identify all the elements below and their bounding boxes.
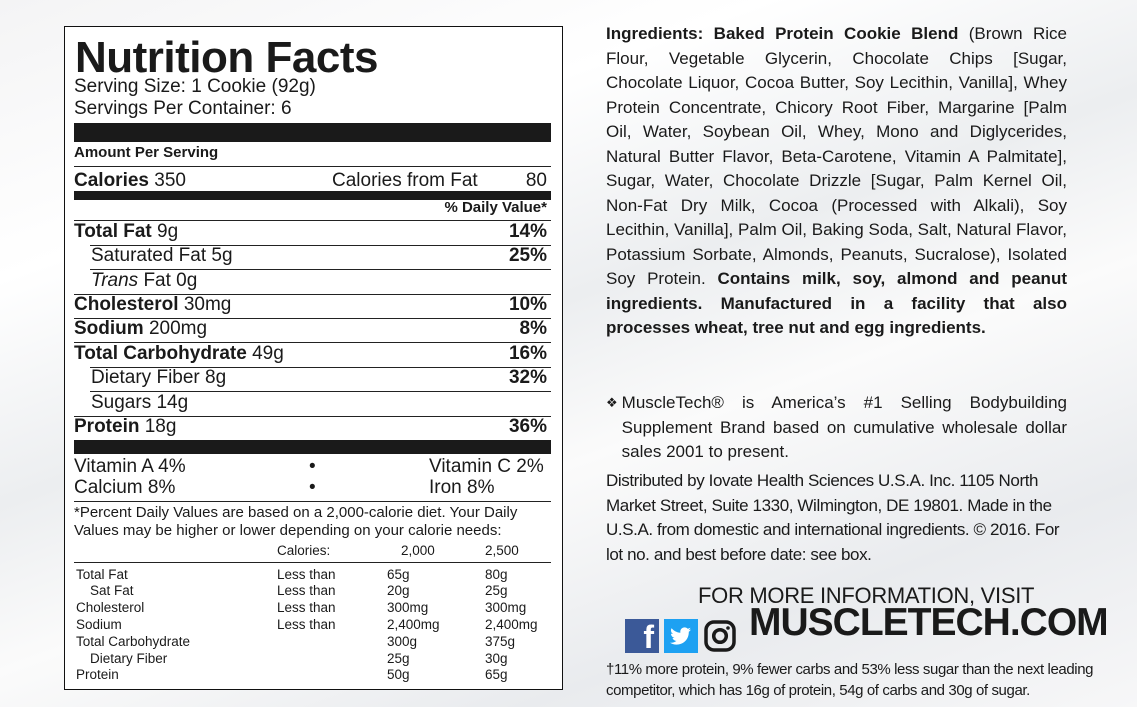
divider [74,166,551,167]
diamond-bullet-icon: ❖ [606,395,618,410]
dv-value-2000: 50g [387,667,410,682]
dv-nutrient: Dietary Fiber [90,651,168,666]
nutrient-percent: 8% [519,318,547,339]
twitter-icon[interactable] [664,619,698,653]
dv-header-2500: 2,500 [485,543,519,558]
dietary-fiber-row [91,367,226,389]
nutrient-percent: 36% [508,416,547,437]
nutrient-percent: 32% [508,367,547,388]
dv-nutrient: Total Fat [76,567,128,582]
trans-fat-row [91,270,197,292]
instagram-glyph [703,619,737,653]
more-info-heading: FOR MORE INFORMATION, VISIT [698,583,1035,608]
calories-row [74,170,186,192]
daily-value-header: % Daily Value* [444,199,547,216]
thick-divider [74,123,551,142]
nutrient-percent: 14% [508,221,547,242]
nutrition-facts-panel [64,26,563,690]
nutrient-label: Protein [74,416,140,437]
dv-qualifier: Less than [277,617,336,632]
vitamin-c: Vitamin C 2% [429,456,544,477]
calories-from-fat-label: Calories from Fat [332,170,478,191]
ingredients-text: (Brown Rice Flour, Vegetable Glycerin, Chocolate Chips [Sugar, Chocolate Liquor, Cocoa Butter, Soy Lecithin, Vanilla], Whey Protein Concentrate, Chicory Root Fiber, Margarine [Palm Oil, Water, Soybean Oil, Whey, Mono and Diglycerides, Natural Butter Flavor, Beta-Carotene, Vitamin A Palmitate], Sugar, Water, Chocolate Drizzle [Sugar, Palm Kernel Oil, Non-Fat Dry Milk, Cocoa (Processed with Alkali), Soy Lecithin, Vanilla], Palm Oil, Baking Soda, Salt, Natural Flavor, Potassium Sorbate, Almonds, Peanuts, Sucralose), Isolated Soy Protein. [606,24,1067,288]
nutrient-label: Sodium [74,318,144,339]
dv-nutrient: Total Carbohydrate [76,634,191,649]
thick-divider [74,440,551,454]
nutrient-percent: 25% [508,245,547,266]
cholesterol-row [74,294,231,316]
dv-value-2000: 25g [387,651,410,666]
saturated-fat-row [91,245,233,267]
nutrient-label: Saturated Fat [91,245,207,266]
dv-nutrient: Sat Fat [90,583,134,598]
dv-qualifier: Less than [277,583,336,598]
nutrient-amount: 14g [156,392,189,413]
nutrient-amount: 200mg [148,318,208,339]
nutrient-label: Sugars [91,392,152,413]
dv-nutrient: Protein [76,667,119,682]
nutrient-amount: 8g [205,367,227,388]
nutrient-label: Cholesterol [74,294,179,315]
dv-qualifier: Less than [277,600,336,615]
comparison-footnote: †11% more protein, 9% fewer carbs and 53% less sugar than the next leading competitor, which has 16g of protein, 54g of carbs and 30g of sugar. [606,661,1094,699]
website-link[interactable]: MUSCLETECH.COM [749,601,1108,644]
dv-nutrient: Sodium [76,617,122,632]
divider [74,562,551,563]
allergen-statement: Contains milk, soy, almond and peanut ingredients. Manufactured in a facility that also processes wheat, tree nut and egg ingredients. [606,269,1067,337]
sugars-row [91,392,188,414]
facebook-glyph: f [643,619,654,655]
dv-value-2000: 20g [387,583,410,598]
dv-value-2500: 375g [485,634,516,649]
bullet: • [309,477,316,498]
dv-value-2000: 300g [387,634,418,649]
dv-value-2000: 2,400mg [387,617,440,632]
dv-nutrient: Cholesterol [76,600,145,615]
dv-header-2000: 2,000 [401,543,435,558]
daily-value-footnote: *Percent Daily Values are based on a 2,000-calorie diet. Your Daily Values may be higher or lower depending on your calorie needs: [74,504,518,539]
nutrient-percent: 16% [508,343,547,364]
nutrient-label: Total Carbohydrate [74,343,247,364]
dv-value-2500: 2,400mg [485,617,538,632]
dv-value-2500: 65g [485,667,508,682]
nutrient-label: Total Fat [74,221,152,242]
calories-from-fat-value: 80 [525,170,547,191]
instagram-icon[interactable] [703,619,737,653]
brand-claim [606,391,1067,465]
dv-value-2500: 300mg [485,600,527,615]
nutrient-label: Trans [91,270,139,291]
iron: Iron 8% [429,477,495,498]
nutrient-amount: 9g [157,221,179,242]
dv-value-2000: 300mg [387,600,429,615]
amount-per-serving: Amount Per Serving [74,144,219,161]
bullet: • [309,456,316,477]
ingredients-block [606,22,1067,341]
serving-size: Serving Size: 1 Cookie (92g) [74,76,316,97]
nutrient-label: Dietary Fiber [91,367,200,388]
distributor-info: Distributed by Iovate Health Sciences U.S.A. Inc. 1105 North Market Street, Suite 1330, Wilmington, DE 19801. Made in the U.S.A. from domestic and international ingredients. © 2016. For lot no. and best before date: see box. [606,471,1060,564]
servings-per-container: Servings Per Container: 6 [74,98,292,119]
nutrient-amount: 18g [144,416,177,437]
calories-value: 350 [154,170,186,191]
dv-value-2000: 65g [387,567,410,582]
dv-value-2500: 30g [485,651,508,666]
ingredients-label: Ingredients: Baked Protein Cookie Blend [606,24,959,43]
total-carbohydrate-row [74,343,284,365]
divider [74,501,551,502]
nutrient-amount: Fat 0g [143,270,198,291]
nutrient-amount: 5g [211,245,233,266]
calories-label: Calories [74,170,149,191]
dv-qualifier: Less than [277,567,336,582]
brand-claim-text: MuscleTech® is America’s #1 Selling Bodybuilding Supplement Brand based on cumulative wholesale dollar sales 2001 to present. [621,393,1067,461]
sodium-row [74,318,207,340]
nutrient-percent: 10% [508,294,547,315]
facebook-icon[interactable] [625,619,659,653]
nutrient-amount: 30mg [183,294,232,315]
vitamin-a: Vitamin A 4% [74,456,186,477]
nutrition-facts-title: Nutrition Facts [75,33,378,82]
protein-row [74,416,176,438]
twitter-bird-icon [664,619,698,653]
dv-value-2500: 80g [485,567,508,582]
dv-value-2500: 25g [485,583,508,598]
total-fat-row [74,221,178,243]
calcium: Calcium 8% [74,477,176,498]
dv-header-calories: Calories: [277,543,331,558]
nutrient-amount: 49g [252,343,284,364]
